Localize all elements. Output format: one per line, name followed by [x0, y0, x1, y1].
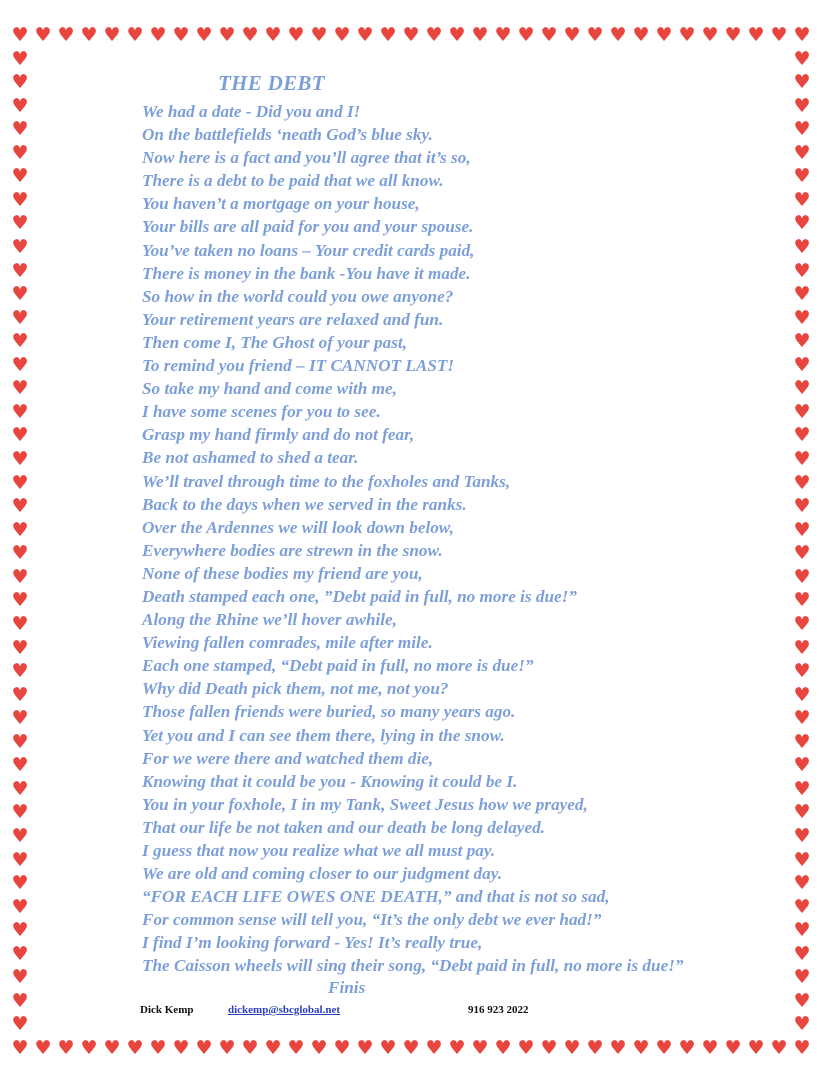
heart-icon: ♥ — [770, 24, 788, 46]
heart-icon: ♥ — [379, 1037, 397, 1059]
poem-line: You’ve taken no loans – Your credit cards paid, — [142, 240, 475, 260]
heart-icon: ♥ — [793, 966, 811, 989]
heart-icon: ♥ — [425, 24, 443, 46]
heart-icon: ♥ — [11, 966, 29, 989]
heart-icon: ♥ — [793, 683, 811, 706]
heart-icon: ♥ — [11, 1037, 29, 1059]
heart-icon: ♥ — [264, 1037, 282, 1059]
heart-icon: ♥ — [586, 1037, 604, 1059]
poem-line: The Caisson wheels will sing their song, “Debt paid in full, no more is due!” — [142, 956, 684, 976]
poem-line: Back to the days when we served in the ranks. — [142, 494, 467, 514]
heart-icon: ♥ — [218, 24, 236, 46]
heart-icon: ♥ — [632, 1037, 650, 1059]
heart-icon: ♥ — [586, 24, 604, 46]
heart-icon: ♥ — [793, 71, 811, 94]
poem-lines — [142, 100, 802, 978]
heart-icon: ♥ — [793, 188, 811, 211]
heart-icon: ♥ — [241, 24, 259, 46]
poem-line: I guess that now you realize what we all must pay. — [142, 841, 496, 860]
heart-icon: ♥ — [494, 1037, 512, 1059]
heart-icon: ♥ — [793, 259, 811, 282]
heart-icon: ♥ — [241, 1037, 259, 1059]
heart-icon: ♥ — [11, 777, 29, 800]
heart-icon: ♥ — [793, 518, 811, 541]
heart-icon: ♥ — [287, 24, 305, 46]
heart-icon: ♥ — [11, 919, 29, 942]
heart-icon: ♥ — [793, 424, 811, 447]
heart-icon: ♥ — [11, 989, 29, 1012]
heart-icon: ♥ — [333, 24, 351, 46]
author-name: Dick Kemp — [140, 1004, 194, 1016]
heart-icon: ♥ — [11, 118, 29, 141]
heart-icon: ♥ — [80, 24, 98, 46]
heart-icon: ♥ — [11, 47, 29, 70]
heart-icon: ♥ — [793, 636, 811, 659]
heart-icon: ♥ — [379, 24, 397, 46]
heart-icon: ♥ — [149, 1037, 167, 1059]
poem-line: Now here is a fact and you’ll agree that it’s so, — [142, 148, 471, 168]
heart-icon: ♥ — [195, 24, 213, 46]
heart-icon: ♥ — [34, 1037, 52, 1059]
heart-icon: ♥ — [11, 283, 29, 306]
poem-line: Your bills are all paid for you and your spouse. — [142, 217, 474, 237]
heart-icon: ♥ — [34, 24, 52, 46]
heart-icon: ♥ — [11, 707, 29, 730]
heart-icon: ♥ — [287, 1037, 305, 1059]
heart-icon: ♥ — [11, 824, 29, 847]
heart-icon: ♥ — [793, 330, 811, 353]
poem-line: Why did Death pick them, not me, not you? — [142, 679, 449, 699]
heart-icon: ♥ — [103, 1037, 121, 1059]
heart-icon: ♥ — [517, 1037, 535, 1059]
heart-icon: ♥ — [701, 1037, 719, 1059]
heart-icon: ♥ — [793, 306, 811, 329]
poem-line: “FOR EACH LIFE OWES ONE DEATH,” and that is not so sad, — [142, 887, 610, 907]
poem-line: Grasp my hand firmly and do not fear, — [142, 425, 415, 445]
heart-icon: ♥ — [11, 377, 29, 400]
heart-icon: ♥ — [793, 353, 811, 376]
heart-icon: ♥ — [80, 1037, 98, 1059]
heart-icon: ♥ — [11, 565, 29, 588]
heart-icon: ♥ — [126, 1037, 144, 1059]
heart-icon: ♥ — [57, 24, 75, 46]
heart-icon: ♥ — [172, 24, 190, 46]
heart-icon: ♥ — [793, 283, 811, 306]
heart-icon: ♥ — [11, 730, 29, 753]
heart-icon: ♥ — [793, 730, 811, 753]
heart-icon: ♥ — [11, 448, 29, 471]
heart-icon: ♥ — [218, 1037, 236, 1059]
heart-icon: ♥ — [356, 1037, 374, 1059]
heart-icon: ♥ — [11, 259, 29, 282]
poem-line: Knowing that it could be you - Knowing it could be I. — [142, 771, 518, 791]
poem-line: Death stamped each one, ”Debt paid in full, no more is due!” — [142, 586, 577, 606]
heart-icon: ♥ — [793, 118, 811, 141]
heart-icon: ♥ — [264, 24, 282, 46]
poem-finis: Finis — [328, 977, 366, 997]
heart-icon: ♥ — [609, 24, 627, 46]
heart-icon: ♥ — [678, 1037, 696, 1059]
heart-icon: ♥ — [793, 47, 811, 70]
heart-icon: ♥ — [793, 565, 811, 588]
heart-icon: ♥ — [310, 24, 328, 46]
heart-icon: ♥ — [747, 24, 765, 46]
poem-line: I have some scenes for you to see. — [142, 402, 381, 422]
heart-icon: ♥ — [402, 24, 420, 46]
heart-icon: ♥ — [609, 1037, 627, 1059]
heart-icon: ♥ — [793, 848, 811, 871]
heart-icon: ♥ — [793, 754, 811, 777]
poem-line: You haven’t a mortgage on your house, — [142, 194, 420, 214]
heart-icon: ♥ — [11, 330, 29, 353]
heart-icon: ♥ — [310, 1037, 328, 1059]
poem-line: On the battlefields ‘neath God’s blue sky. — [142, 125, 433, 145]
heart-icon: ♥ — [678, 24, 696, 46]
heart-icon: ♥ — [471, 24, 489, 46]
heart-icon: ♥ — [770, 1037, 788, 1059]
heart-icon: ♥ — [11, 353, 29, 376]
poem-line: For common sense will tell you, “It’s the only debt we ever had!” — [142, 910, 602, 930]
heart-icon: ♥ — [471, 1037, 489, 1059]
heart-icon: ♥ — [494, 24, 512, 46]
heart-icon: ♥ — [11, 636, 29, 659]
heart-icon: ♥ — [11, 212, 29, 235]
heart-icon: ♥ — [11, 471, 29, 494]
email-link[interactable]: dickemp@sbcglobal.net — [228, 1004, 340, 1016]
heart-icon: ♥ — [333, 1037, 351, 1059]
heart-icon: ♥ — [11, 542, 29, 565]
heart-icon: ♥ — [793, 801, 811, 824]
heart-icon: ♥ — [517, 24, 535, 46]
heart-icon: ♥ — [11, 895, 29, 918]
poem-line: To remind you friend – IT CANNOT LAST! — [142, 356, 455, 376]
heart-icon: ♥ — [632, 24, 650, 46]
poem-line: There is a debt to be paid that we all know. — [142, 171, 444, 191]
heart-icon: ♥ — [425, 1037, 443, 1059]
poem — [142, 70, 802, 998]
heart-icon: ♥ — [11, 71, 29, 94]
poem-line: I find I’m looking forward - Yes! It’s really true, — [142, 933, 483, 953]
poem-line: Everywhere bodies are strewn in the snow. — [142, 540, 443, 560]
heart-icon: ♥ — [11, 801, 29, 824]
heart-icon: ♥ — [793, 872, 811, 895]
heart-icon: ♥ — [793, 989, 811, 1012]
heart-icon: ♥ — [172, 1037, 190, 1059]
poem-line: So take my hand and come with me, — [142, 379, 397, 399]
heart-icon: ♥ — [11, 848, 29, 871]
heart-icon: ♥ — [747, 1037, 765, 1059]
poem-line: Your retirement years are relaxed and fun. — [142, 309, 444, 329]
heart-icon: ♥ — [793, 448, 811, 471]
heart-icon: ♥ — [448, 24, 466, 46]
phone-number: 916 923 2022 — [468, 1004, 529, 1016]
heart-icon: ♥ — [793, 94, 811, 117]
heart-icon: ♥ — [103, 24, 121, 46]
heart-icon: ♥ — [793, 919, 811, 942]
heart-icon: ♥ — [724, 1037, 742, 1059]
poem-line: Over the Ardennes we will look down below, — [142, 517, 454, 537]
poem-line: Viewing fallen comrades, mile after mile. — [142, 633, 433, 653]
heart-icon: ♥ — [11, 400, 29, 423]
heart-icon: ♥ — [11, 754, 29, 777]
heart-icon: ♥ — [793, 400, 811, 423]
heart-icon: ♥ — [11, 24, 29, 46]
poem-line: So how in the world could you owe anyone? — [142, 286, 454, 306]
poem-line: Yet you and I can see them there, lying in the snow. — [142, 725, 505, 745]
heart-icon: ♥ — [11, 94, 29, 117]
heart-icon: ♥ — [793, 1037, 811, 1059]
poem-line: Each one stamped, “Debt paid in full, no more is due!” — [142, 656, 534, 676]
heart-icon: ♥ — [540, 1037, 558, 1059]
poem-line: We’ll travel through time to the foxholes and Tanks, — [142, 471, 511, 491]
poem-title: THE DEBT — [218, 71, 325, 95]
heart-icon: ♥ — [655, 1037, 673, 1059]
heart-icon: ♥ — [540, 24, 558, 46]
heart-icon: ♥ — [402, 1037, 420, 1059]
heart-icon: ♥ — [11, 518, 29, 541]
heart-icon: ♥ — [563, 1037, 581, 1059]
heart-icon: ♥ — [57, 1037, 75, 1059]
heart-icon: ♥ — [563, 24, 581, 46]
heart-icon: ♥ — [793, 1013, 811, 1036]
heart-icon: ♥ — [724, 24, 742, 46]
poem-line: There is money in the bank -You have it made. — [142, 263, 471, 283]
heart-icon: ♥ — [149, 24, 167, 46]
heart-icon: ♥ — [11, 306, 29, 329]
poem-line: Be not ashamed to shed a tear. — [142, 448, 359, 468]
heart-icon: ♥ — [793, 212, 811, 235]
heart-icon: ♥ — [793, 471, 811, 494]
heart-icon: ♥ — [356, 24, 374, 46]
poem-line: Those fallen friends were buried, so many years ago. — [142, 702, 516, 722]
heart-icon: ♥ — [11, 872, 29, 895]
heart-icon: ♥ — [793, 236, 811, 259]
heart-icon: ♥ — [11, 612, 29, 635]
heart-icon: ♥ — [793, 165, 811, 188]
heart-icon: ♥ — [793, 141, 811, 164]
heart-icon: ♥ — [793, 707, 811, 730]
heart-icon: ♥ — [448, 1037, 466, 1059]
heart-icon: ♥ — [793, 495, 811, 518]
heart-icon: ♥ — [793, 942, 811, 965]
heart-icon: ♥ — [11, 683, 29, 706]
heart-icon: ♥ — [793, 895, 811, 918]
heart-icon: ♥ — [701, 24, 719, 46]
heart-icon: ♥ — [793, 777, 811, 800]
heart-icon: ♥ — [793, 377, 811, 400]
heart-icon: ♥ — [11, 236, 29, 259]
poem-line: We had a date - Did you and I! — [142, 102, 361, 121]
poem-line: We are old and coming closer to our judgment day. — [142, 864, 502, 884]
poem-line: Along the Rhine we’ll hover awhile, — [142, 610, 397, 630]
heart-icon: ♥ — [11, 495, 29, 518]
heart-icon: ♥ — [11, 660, 29, 683]
poem-line: None of these bodies my friend are you, — [142, 563, 423, 583]
heart-icon: ♥ — [11, 165, 29, 188]
poem-line: You in your foxhole, I in my Tank, Sweet Jesus how we prayed, — [142, 794, 588, 814]
footer — [140, 1004, 660, 1020]
heart-icon: ♥ — [655, 24, 673, 46]
heart-icon: ♥ — [11, 424, 29, 447]
heart-icon: ♥ — [793, 612, 811, 635]
heart-icon: ♥ — [11, 188, 29, 211]
heart-icon: ♥ — [793, 660, 811, 683]
heart-icon: ♥ — [793, 24, 811, 46]
heart-icon: ♥ — [793, 589, 811, 612]
poem-line: For we were there and watched them die, — [142, 748, 434, 768]
heart-icon: ♥ — [793, 542, 811, 565]
heart-icon: ♥ — [11, 589, 29, 612]
heart-icon: ♥ — [195, 1037, 213, 1059]
heart-icon: ♥ — [11, 1013, 29, 1036]
heart-icon: ♥ — [793, 824, 811, 847]
poem-line: Then come I, The Ghost of your past, — [142, 332, 407, 352]
poem-line: That our life be not taken and our death be long delayed. — [142, 817, 545, 837]
heart-icon: ♥ — [11, 141, 29, 164]
heart-icon: ♥ — [126, 24, 144, 46]
heart-icon: ♥ — [11, 942, 29, 965]
